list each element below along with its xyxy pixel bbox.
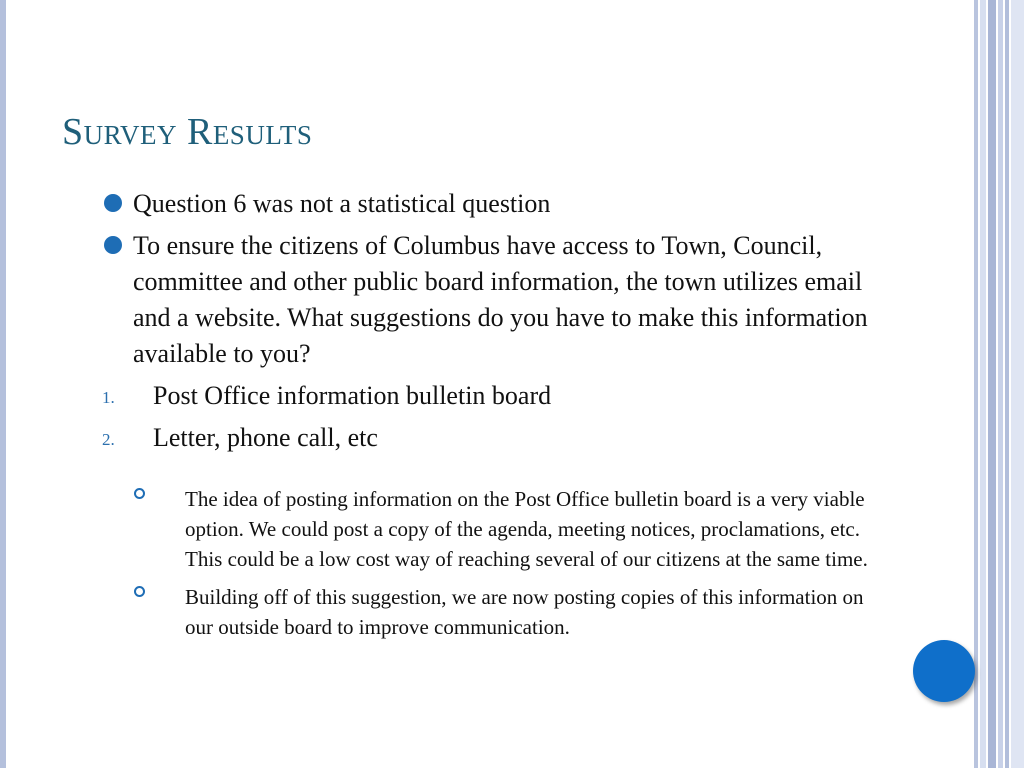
slide-title: Survey Results (62, 111, 313, 153)
number-marker: 2. (102, 430, 115, 449)
numbered-text: Post Office information bulletin board (153, 381, 552, 410)
action-circle-button[interactable] (913, 640, 975, 702)
ring-bullet-icon (134, 586, 145, 597)
bullet-text: Question 6 was not a statistical question (133, 189, 551, 218)
numbered-item (100, 420, 880, 456)
slide-content (100, 186, 880, 650)
number-marker: 1. (102, 388, 115, 407)
right-decor-bars (974, 0, 1024, 768)
sub-bullet-text: Building off of this suggestion, we are now posting copies of this information on our outside board to improve communication. (185, 585, 864, 639)
numbered-text: Letter, phone call, etc (153, 423, 378, 452)
sub-bullet-item (100, 484, 880, 574)
bullet-item (100, 186, 880, 222)
ring-bullet-icon (134, 488, 145, 499)
bullet-item (100, 228, 880, 372)
sub-bullet-item (100, 582, 880, 642)
bullet-dot-icon (104, 194, 122, 212)
numbered-item (100, 378, 880, 414)
sub-bullet-text: The idea of posting information on the Post Office bulletin board is a very viable option. We could post a copy of the agenda, meeting notices, proclamations, etc. This could be a low cost way of reaching several of our citizens at the same time. (185, 487, 868, 571)
bullet-dot-icon (104, 236, 122, 254)
sub-bullet-list (100, 484, 880, 642)
bullet-text: To ensure the citizens of Columbus have access to Town, Council, committee and other public board information, the town utilizes email and a website. What suggestions do you have to make this information available to you? (133, 231, 868, 368)
left-decor-bar (0, 0, 6, 768)
